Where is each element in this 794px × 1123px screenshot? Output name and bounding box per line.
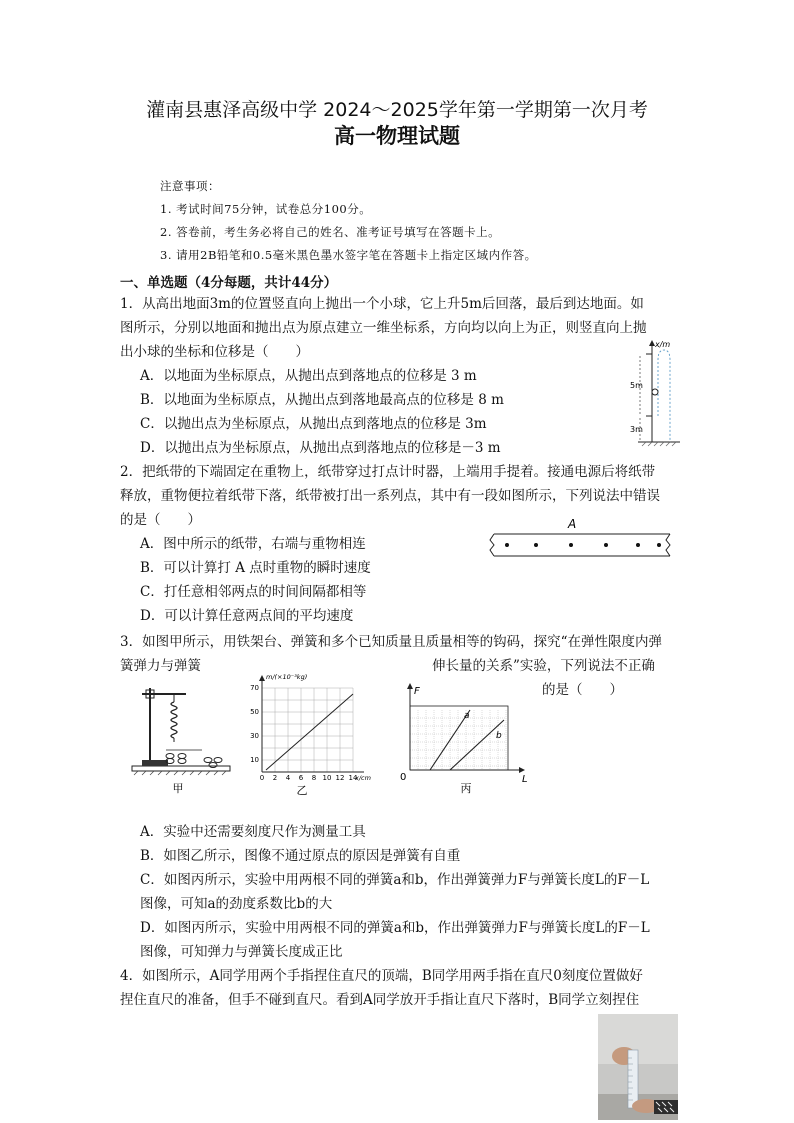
tape-dot — [534, 543, 538, 547]
q1-option-c: C．以抛出点为坐标原点，从抛出点到落地点的位移是 3m — [140, 416, 487, 432]
notice-item-3: 3. 请用2B铅笔和0.5毫米黑色墨水签字笔在答题卡上指定区域内作答。 — [160, 248, 537, 262]
yi-xtick: 4 — [285, 774, 291, 782]
q1-option-d: D．以抛出点为坐标原点，从抛出点到落地点的位移是－3 m — [140, 440, 501, 456]
yi-xtick: 8 — [311, 774, 317, 782]
q3-figure-jia — [128, 680, 238, 798]
q1-option-b: B．以地面为坐标原点，从抛出点到落地最高点的位移是 8 m — [140, 392, 504, 408]
q1-figure — [622, 338, 682, 450]
q3-line-1: 3．如图甲所示，用铁架台、弹簧和多个已知质量且质量相等的钩码，探究“在弹性限度内弹 — [120, 634, 662, 650]
notice-item-2: 2. 答卷前，考生务必将自己的姓名、准考证号填写在答题卡上。 — [160, 225, 501, 239]
q4-line-2: 捏住直尺的准备，但手不碰到直尺。看到A同学放开手指让直尺下落时，B同学立刻捏住 — [120, 992, 640, 1008]
section-heading: 一、单选题（4分每题，共计44分） — [120, 275, 338, 291]
q3-option-b: B．如图乙所示，图像不通过原点的原因是弹簧有自重 — [140, 848, 461, 864]
bing-label-a: a — [464, 711, 470, 721]
q3-option-d-1: D．如图丙所示，实验中用两根不同的弹簧a和b，作出弹簧弹力F与弹簧长度L的F－L — [140, 920, 650, 936]
notice-heading: 注意事项： — [160, 179, 220, 193]
tape-dot — [569, 543, 573, 547]
q3-option-d-2: 图像，可知弹力与弹簧长度成正比 — [140, 944, 343, 960]
q2-point-label: A — [568, 517, 577, 531]
yi-ytick: 70 — [250, 684, 259, 692]
notice-item-1: 1. 考试时间75分钟，试卷总分100分。 — [160, 202, 372, 216]
q2-line-2: 释放，重物便拉着纸带下落，纸带被打出一系列点，其中有一段如图所示，下列说法中错误 — [120, 488, 660, 504]
exam-subtitle: 高一物理试题 — [334, 124, 460, 148]
q1-trajectory — [658, 350, 670, 442]
q3-option-a: A．实验中还需要刻度尺作为测量工具 — [140, 824, 366, 840]
q2-line-1: 2．把纸带的下端固定在重物上，纸带穿过打点计时器，上端用手提着。接通电源后将纸带 — [120, 464, 656, 480]
q3-line-3-right: 的是（ ） — [542, 682, 623, 698]
q1-axis-label: x/m — [655, 340, 671, 349]
q2-option-c: C．打任意相邻两点的时间间隔都相等 — [140, 584, 367, 600]
q4-line-1: 4．如图所示，A同学用两个手指捏住直尺的顶端，B同学用两手指在直尺0刻度位置做好 — [120, 968, 643, 984]
tape-dot — [636, 543, 640, 547]
q2-paper-tape — [486, 514, 676, 560]
spring-coil — [171, 702, 177, 738]
yi-xtick: 10 — [322, 774, 332, 782]
q2-option-b: B．可以计算打 A 点时重物的瞬时速度 — [140, 560, 371, 576]
tape-dot — [657, 543, 661, 547]
fig-yi-label: 乙 — [296, 784, 308, 797]
q3-option-c-1: C．如图丙所示，实验中用两根不同的弹簧a和b，作出弹簧弹力F与弹簧长度L的F－L — [140, 872, 650, 888]
q1-line-1: 1．从高出地面3m的位置竖直向上抛出一个小球，它上升5m后回落，最后到达地面。如 — [120, 296, 644, 312]
q1-upper-label: 5m — [630, 381, 643, 390]
q1-lower-label: 3m — [630, 425, 643, 434]
q2-line-3: 的是（ ） — [120, 512, 201, 528]
yi-xtick: 0 — [259, 774, 265, 782]
ruler — [628, 1050, 638, 1108]
tape-dot — [604, 543, 608, 547]
q1-line-3: 出小球的坐标和位移是（ ） — [120, 344, 309, 360]
q2-option-d: D．可以计算任意两点间的平均速度 — [140, 608, 354, 624]
q3-figure-yi — [242, 672, 372, 798]
q3-line-2-right: 伸长量的关系”实验，下列说法不正确 — [432, 658, 655, 674]
yi-xtick: 2 — [272, 774, 278, 782]
fig-jia-label: 甲 — [172, 782, 184, 795]
q2-option-a: A．图中所示的纸带，右端与重物相连 — [140, 536, 366, 552]
yi-y-label: m/(×10⁻³kg) — [266, 673, 308, 681]
tape-dot — [505, 543, 509, 547]
bing-label-b: b — [496, 731, 502, 741]
yi-ytick: 30 — [250, 732, 259, 740]
exam-title: 灌南县惠泽高级中学 2024～2025学年第一学期第一次月考 — [146, 99, 648, 121]
bing-origin: 0 — [400, 772, 407, 783]
yi-x-label: x/cm — [355, 774, 371, 782]
q1-ball — [652, 389, 658, 395]
yi-ytick: 10 — [250, 756, 259, 764]
yi-xtick: 6 — [298, 774, 304, 782]
yi-xtick: 14 — [348, 774, 358, 782]
q1-line-2: 图所示，分别以地面和抛出点为原点建立一维坐标系，方向均以向上为正，则竖直向上抛 — [120, 320, 647, 336]
q3-line-2-left: 簧弹力与弹簧 — [120, 658, 201, 674]
yi-xtick: 12 — [335, 774, 345, 782]
q4-ruler-photo — [598, 1014, 678, 1120]
fig-bing-label: 丙 — [460, 782, 472, 795]
bing-y-label: F — [414, 686, 420, 697]
q3-option-c-2: 图像，可知a的劲度系数比b的大 — [140, 896, 333, 912]
yi-ytick: 50 — [250, 708, 259, 716]
bing-x-label: L — [522, 774, 528, 785]
q3-figure-bing — [396, 680, 536, 798]
q1-option-a: A．以地面为坐标原点，从抛出点到落地点的位移是 3 m — [140, 368, 477, 384]
